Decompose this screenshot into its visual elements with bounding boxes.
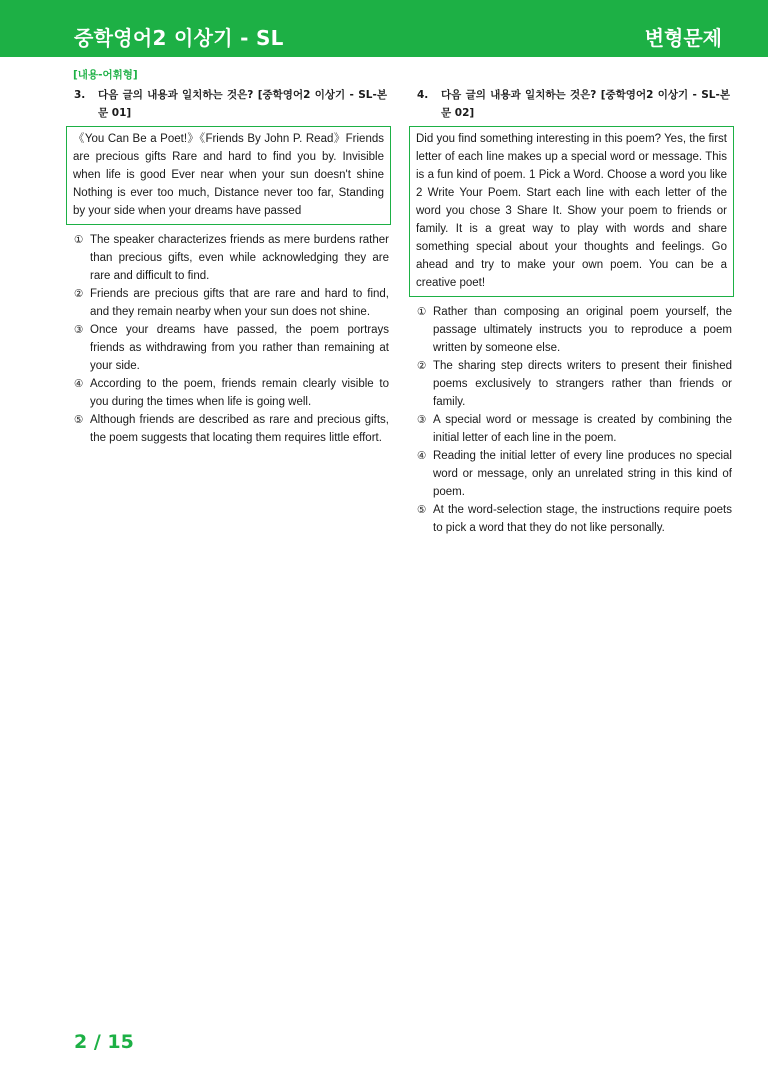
header-category: 변형문제 [644,26,722,50]
passage-box: 《You Can Be a Poet!》《Friends By John P. Read》Friends are precious gifts Rare and hard to find you by. Invisible when life is good Ever near when your sun doesn't shine Nothing is ever too much, Distance never too far, Standing by your side when your dreams have passed [66,126,391,225]
question-text: 다음 글의 내용과 일치하는 것은? [중학영어2 이상기 - SL-본문 02] [441,89,730,119]
choice-mark: ④ [417,450,427,462]
choice-mark: ③ [417,414,427,426]
question-number: 3. [74,89,86,101]
question-number: 4. [417,89,429,101]
choice-5[interactable] [74,411,389,447]
section-tag: [내용-어휘형] [73,69,138,81]
question-text: 다음 글의 내용과 일치하는 것은? [중학영어2 이상기 - SL-본문 01] [98,89,387,119]
choice-1[interactable] [74,231,389,285]
page-number: 2 / 15 [74,1031,134,1053]
choice-mark: ① [74,234,84,246]
choice-text: Once your dreams have passed, the poem portrays friends as withdrawing from you rather than remaining at your side. [90,324,389,372]
choice-2[interactable] [74,285,389,321]
choice-text: According to the poem, friends remain clearly visible to you during the times when life is going well. [90,378,389,408]
choice-mark: ⑤ [417,504,427,516]
choice-3[interactable] [74,321,389,375]
choice-3[interactable] [417,411,732,447]
choice-mark: ③ [74,324,84,336]
answer-choices [409,303,734,537]
choice-text: A special word or message is created by combining the initial letter of each line in the poem. [433,414,732,444]
choice-text: At the word-selection stage, the instructions require poets to pick a word that they do not like personally. [433,504,732,534]
choice-1[interactable] [417,303,732,357]
answer-choices [66,231,391,447]
choice-mark: ② [74,288,84,300]
choice-5[interactable] [417,501,732,537]
choice-text: Reading the initial letter of every line produces no special word or message, only an unrelated string in this kind of poem. [433,450,732,498]
page-header [0,0,768,57]
choice-text: Rather than composing an original poem yourself, the passage ultimately instructs you to reproduce a poem written by someone else. [433,306,732,354]
passage-box: Did you find something interesting in this poem? Yes, the first letter of each line makes up a special word or message. This is a fun kind of poem. 1 Pick a Word. Choose a word you like 2 Write Your Poem. Start each line with each letter of the word you chose 3 Share It. Show your poem to friends or family. It is a great way to play with words and share something special about your thoughts and feelings. Go ahead and try to make your own poem. You can be a creative poet! [409,126,734,297]
choice-mark: ① [417,306,427,318]
choice-mark: ⑤ [74,414,84,426]
question-3 [66,86,391,447]
choice-4[interactable] [74,375,389,411]
question-4 [409,86,734,537]
choice-text: The sharing step directs writers to present their finished poems exclusively to strangers rather than friends or family. [433,360,732,408]
question-prompt [417,86,734,122]
choice-mark: ④ [74,378,84,390]
choice-text: Although friends are described as rare and precious gifts, the poem suggests that locating them requires little effort. [90,414,389,444]
choice-text: Friends are precious gifts that are rare and hard to find, and they remain nearby when your sun does not shine. [90,288,389,318]
choice-2[interactable] [417,357,732,411]
header-title: 중학영어2 이상기 - SL [74,26,284,50]
choice-mark: ② [417,360,427,372]
choice-text: The speaker characterizes friends as mere burdens rather than precious gifts, even while acknowledging they are rare and difficult to find. [90,234,389,282]
question-prompt [74,86,391,122]
choice-4[interactable] [417,447,732,501]
